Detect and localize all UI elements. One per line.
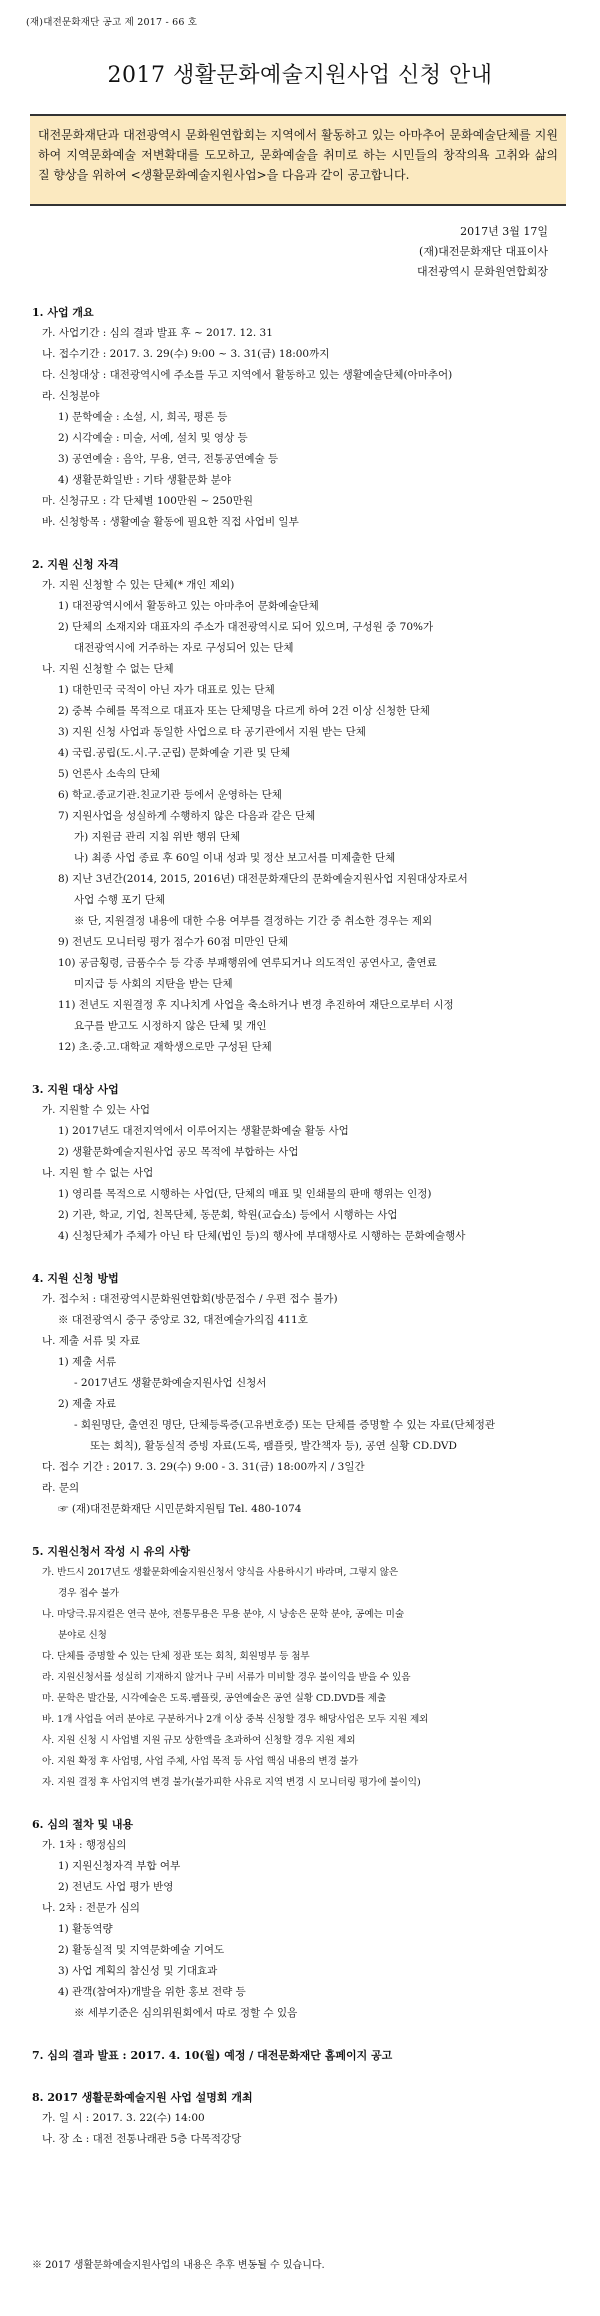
section-line: 7) 지원사업을 성실하게 수행하지 않은 다음과 같은 단체 — [58, 810, 316, 822]
section-heading: 6. 심의 절차 및 내용 — [32, 1818, 134, 1831]
section-line: 나. 장 소 : 대전 전통나래관 5층 다목적강당 — [42, 2133, 242, 2145]
section-gap — [32, 2024, 572, 2045]
section-line: 나. 지원 신청할 수 없는 단체 — [42, 663, 174, 675]
section-line: ☞ (재)대전문화재단 시민문화지원팀 Tel. 480-1074 — [58, 1503, 302, 1515]
section-line: 나. 2차 : 전문가 심의 — [42, 1902, 140, 1914]
section-line: 라. 문의 — [42, 1482, 80, 1494]
section-2 — [32, 554, 572, 1079]
section-heading: 4. 지원 신청 방법 — [32, 1272, 119, 1285]
section-line: 1) 대한민국 국적이 아닌 자가 대표로 있는 단체 — [58, 684, 275, 696]
signatory-association: 대전광역시 문화원연합회장 — [416, 265, 548, 278]
section-line: 1) 대전광역시에서 활동하고 있는 아마추어 문화예술단체 — [58, 600, 319, 612]
section-line: 가. 지원할 수 있는 사업 — [42, 1104, 150, 1116]
section-line: 4) 국립․공립(도․시․구․군립) 문화예술 기관 및 단체 — [58, 747, 291, 759]
section-line: 1) 활동역량 — [58, 1923, 113, 1935]
section-4 — [32, 1268, 572, 1541]
section-line: 마. 문학은 발간물, 시각예술은 도록․팸플릿, 공연예술은 공연 실황 CD․DVD를 제출 — [42, 1693, 387, 1704]
section-line: 8) 지난 3년간(2014, 2015, 2016년) 대전문화재단의 문화예술지원사업 지원대상자로서 — [58, 873, 468, 885]
section-heading: 2. 지원 신청 자격 — [32, 558, 119, 571]
section-line: 2) 시각예술 : 미술, 서예, 설치 및 영상 등 — [58, 432, 248, 444]
section-line: 10) 공금횡령, 금품수수 등 각종 부패행위에 연루되거나 의도적인 공연사고, 출연료 — [58, 957, 437, 969]
section-gap — [32, 1520, 572, 1541]
section-line: 다. 신청대상 : 대전광역시에 주소를 두고 지역에서 활동하고 있는 생활예술단체(아마추어) — [42, 369, 453, 381]
section-line: 분야로 신청 — [58, 1630, 107, 1641]
section-line: 가. 지원 신청할 수 있는 단체(* 개인 제외) — [42, 579, 235, 591]
section-line: 아. 지원 확정 후 사업명, 사업 주체, 사업 목적 등 사업 핵심 내용의 변경 불가 — [42, 1756, 359, 1767]
section-line: 자. 지원 결정 후 사업지역 변경 불가(불가피한 사유로 지역 변경 시 모니터링 평가에 불이익) — [42, 1777, 421, 1788]
section-line: 다. 접수 기간 : 2017. 3. 29(수) 9:00 - 3. 31(금) 18:00까지 / 3일간 — [42, 1461, 365, 1473]
footnote: ※ 2017 생활문화예술지원사업의 내용은 추후 변동될 수 있습니다. — [32, 2260, 325, 2271]
section-line: 라. 신청분야 — [42, 390, 100, 402]
section-line: 4) 생활문화일반 : 기타 생활문화 분야 — [58, 474, 232, 486]
section-3 — [32, 1079, 572, 1268]
section-line: 대전광역시에 거주하는 자로 구성되어 있는 단체 — [74, 642, 294, 654]
section-line: 바. 1개 사업을 여러 분야로 구분하거나 2개 이상 중복 신청할 경우 해당사업은 모두 지원 제외 — [42, 1714, 429, 1725]
section-line: 가) 지원금 관리 지침 위반 행위 단체 — [74, 831, 241, 843]
section-6 — [32, 1814, 572, 2045]
announcement-date: 2017년 3월 17일 — [460, 225, 548, 238]
section-line: 2) 중복 수혜를 목적으로 대표자 또는 단체명을 다르게 하여 2건 이상 신청한 단체 — [58, 705, 430, 717]
section-7 — [32, 2045, 572, 2087]
section-line: 12) 초․중․고․대학교 재학생으로만 구성된 단체 — [58, 1041, 272, 1053]
section-line: 2) 생활문화예술지원사업 공모 목적에 부합하는 사업 — [58, 1146, 299, 1158]
section-line: 2) 제출 자료 — [58, 1398, 117, 1410]
section-line: 다. 단체를 증명할 수 있는 단체 정관 또는 회칙, 회원명부 등 첨부 — [42, 1651, 310, 1662]
section-line: 2) 전년도 사업 평가 반영 — [58, 1881, 174, 1893]
section-line: ※ 단, 지원결정 내용에 대한 수용 여부를 결정하는 기간 중 취소한 경우는 제외 — [74, 915, 433, 927]
section-line: 나. 마당극․뮤지컬은 연극 분야, 전통무용은 무용 분야, 시 낭송은 문학 분야, 공예는 미술 — [42, 1609, 404, 1620]
section-1 — [32, 302, 572, 554]
section-line: 가. 반드시 2017년도 생활문화예술지원신청서 양식을 사용하시기 바라며, 그렇지 않은 — [42, 1567, 399, 1578]
section-line: - 회원명단, 출연진 명단, 단체등록증(고유번호증) 또는 단체를 증명할 수 있는 자료(단체정관 — [74, 1419, 496, 1431]
section-line: 라. 지원신청서를 성실히 기재하지 않거나 구비 서류가 미비할 경우 불이익을 받을 수 있음 — [42, 1672, 411, 1683]
page-title: 2017 생활문화예술지원사업 신청 안내 — [107, 63, 493, 88]
section-line: 가. 1차 : 행정심의 — [42, 1839, 127, 1851]
announcement-body — [32, 302, 572, 2150]
section-gap — [32, 1793, 572, 1814]
section-heading: 7. 심의 결과 발표 : 2017. 4. 10(월) 예정 / 대전문화재단 홈페이지 공고 — [32, 2049, 393, 2062]
section-line: - 2017년도 생활문화예술지원사업 신청서 — [74, 1377, 267, 1389]
section-line: 사업 수행 포기 단체 — [74, 894, 166, 906]
section-line: 1) 제출 서류 — [58, 1356, 117, 1368]
section-line: 9) 전년도 모니터링 평가 점수가 60점 미만인 단체 — [58, 936, 289, 948]
section-line: 3) 지원 신청 사업과 동일한 사업으로 타 공기관에서 지원 받는 단체 — [58, 726, 366, 738]
intro-box: 대전문화재단과 대전광역시 문화원연합회는 지역에서 활동하고 있는 아마추어 문화예술단체를 지원하여 지역문화예술 저변확대를 도모하고, 문화예술을 취미로 하는 시민들의 창작의욕 고취와 삶의 질 향상을 위하여 <생활문화예술지원사업>을 다음과 같이 공고합니다. — [30, 114, 566, 206]
section-gap — [32, 1247, 572, 1268]
section-line: 가. 사업기간 : 심의 결과 발표 후 ~ 2017. 12. 31 — [42, 327, 273, 339]
section-line: ※ 대전광역시 중구 중앙로 32, 대전예술가의집 411호 — [58, 1314, 308, 1326]
section-line: 5) 언론사 소속의 단체 — [58, 768, 160, 780]
section-line: 사. 지원 신청 시 사업별 지원 규모 상한액을 초과하여 신청할 경우 지원 제외 — [42, 1735, 356, 1746]
section-heading: 5. 지원신청서 작성 시 유의 사항 — [32, 1545, 191, 1558]
section-line: 1) 2017년도 대전지역에서 이루어지는 생활문화예술 활동 사업 — [58, 1125, 349, 1137]
section-line: 1) 영리를 목적으로 시행하는 사업(단, 단체의 매표 및 인쇄물의 판매 행위는 인정) — [58, 1188, 432, 1200]
section-heading: 8. 2017 생활문화예술지원 사업 설명회 개최 — [32, 2091, 253, 2104]
section-line: 3) 사업 계획의 참신성 및 기대효과 — [58, 1965, 218, 1977]
section-gap — [32, 1058, 572, 1079]
section-line: 11) 전년도 지원결정 후 지나치게 사업을 축소하거나 변경 추진하여 재단으로부터 시정 — [58, 999, 454, 1011]
notice-number: (재)대전문화재단 공고 제 2017 - 66 호 — [26, 17, 198, 28]
section-line: 1) 문학예술 : 소설, 시, 희곡, 평론 등 — [58, 411, 228, 423]
section-line: 바. 신청항목 : 생활예술 활동에 필요한 직접 사업비 일부 — [42, 516, 299, 528]
section-line: 가. 일 시 : 2017. 3. 22(수) 14:00 — [42, 2112, 205, 2124]
section-line: 4) 관객(참여자)개발을 위한 홍보 전략 등 — [58, 1986, 246, 1998]
section-line: 나. 접수기간 : 2017. 3. 29(수) 9:00 ~ 3. 31(금) 18:00까지 — [42, 348, 330, 360]
section-gap — [32, 2066, 572, 2087]
section-line: 또는 회칙), 활동실적 증빙 자료(도록, 팸플릿, 발간책자 등), 공연 실황 CD․DVD — [90, 1440, 457, 1452]
section-line: ※ 세부기준은 심의위원회에서 따로 정할 수 있음 — [74, 2007, 298, 2019]
section-line: 4) 신청단체가 주체가 아닌 타 단체(법인 등)의 행사에 부대행사로 시행하는 문화예술행사 — [58, 1230, 466, 1242]
section-line: 2) 기관, 학교, 기업, 친목단체, 동문회, 학원(교습소) 등에서 시행하는 사업 — [58, 1209, 398, 1221]
section-gap — [32, 533, 572, 554]
section-line: 3) 공연예술 : 음악, 무용, 연극, 전통공연예술 등 — [58, 453, 279, 465]
section-line: 가. 접수처 : 대전광역시문화원연합회(방문접수 / 우편 접수 불가) — [42, 1293, 338, 1305]
section-5 — [32, 1541, 572, 1814]
section-line: 요구를 받고도 시정하지 않은 단체 및 개인 — [74, 1020, 267, 1032]
section-heading: 3. 지원 대상 사업 — [32, 1083, 119, 1096]
section-line: 2) 활동실적 및 지역문화예술 기여도 — [58, 1944, 225, 1956]
signatory-foundation: (재)대전문화재단 대표이사 — [419, 245, 548, 258]
section-line: 경우 접수 불가 — [58, 1588, 119, 1599]
section-8 — [32, 2087, 572, 2150]
section-line: 나. 제출 서류 및 자료 — [42, 1335, 140, 1347]
section-line: 2) 단체의 소재지와 대표자의 주소가 대전광역시로 되어 있으며, 구성원 중 70%가 — [58, 621, 434, 633]
section-line: 나) 최종 사업 종료 후 60일 이내 성과 및 정산 보고서를 미제출한 단체 — [74, 852, 396, 864]
section-line: 마. 신청규모 : 각 단체별 100만원 ~ 250만원 — [42, 495, 253, 507]
section-line: 미지급 등 사회의 지탄을 받는 단체 — [74, 978, 233, 990]
section-line: 6) 학교․종교기관․친교기관 등에서 운영하는 단체 — [58, 789, 282, 801]
section-line: 1) 지원신청자격 부합 여부 — [58, 1860, 181, 1872]
section-heading: 1. 사업 개요 — [32, 306, 94, 319]
section-line: 나. 지원 할 수 없는 사업 — [42, 1167, 154, 1179]
